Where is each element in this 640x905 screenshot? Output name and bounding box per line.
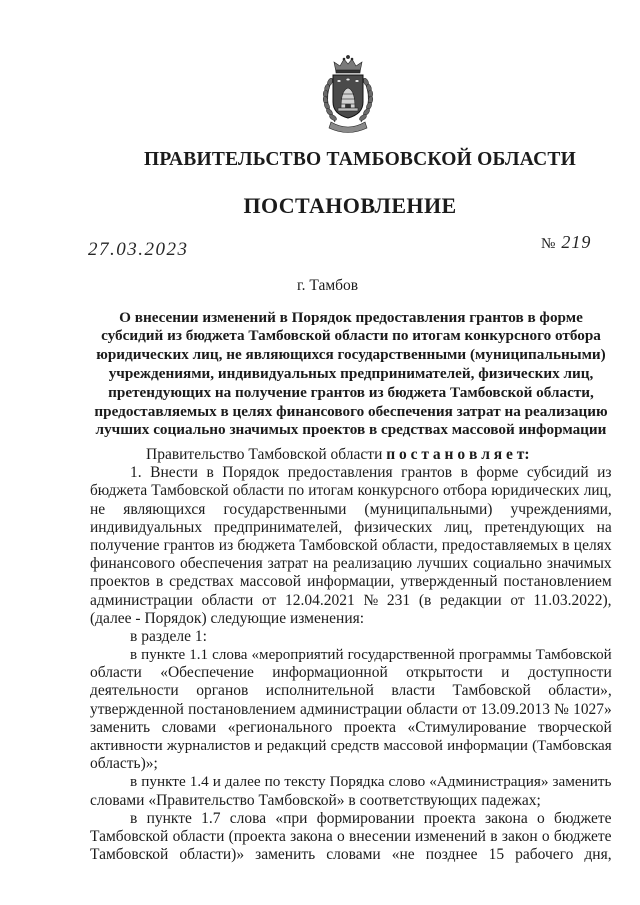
title-line-text: субсидий из бюджета Тамбовской области по итогам конкурсного отбора [101, 327, 601, 345]
body-line-text: Тамбовской области)» заменить словами «не позднее 15 рабочего дня, [90, 846, 612, 864]
body-line [90, 628, 612, 646]
preamble-verb: п о с т а н о в л я е т: [386, 446, 530, 463]
body-line-text: активности журналистов и редакций средств массовой информации (Тамбовская [90, 738, 612, 754]
title-line [90, 346, 612, 365]
body-line-text: (далее - Порядок) следующие изменения: [90, 609, 365, 627]
body-line-text: в пункте 1.4 и далее по тексту Порядка слово «Администрация» заменить [130, 773, 612, 791]
body-line-text: Тамбовской области (проекта закона о внесении изменений в закон о бюджете [90, 827, 612, 845]
body-paragraph [90, 464, 612, 628]
body-line [90, 555, 612, 573]
document-number-label: № [541, 236, 556, 252]
crown [334, 55, 362, 73]
body-line-text: проектов в средствах массовой информации, утвержденный постановлением [90, 573, 612, 591]
body-line-text: заменить словами «регионального проекта «Стимулирование творческой [90, 718, 612, 736]
body-line-text: 1. Внести в Порядок предоставления грантов в форме субсидий из [130, 464, 612, 482]
body-line [90, 773, 612, 791]
body-line-text: получение грантов из бюджета Тамбовской области, предоставляемых в целях [90, 536, 612, 554]
body-line [90, 537, 612, 555]
preamble [146, 446, 530, 463]
body-line [90, 501, 612, 519]
resolution-body [90, 446, 612, 864]
title-line-text: учреждениями, индивидуальных предпринимателей, физических лиц, [108, 364, 594, 382]
body-paragraph [90, 810, 612, 865]
title-line-text: юридических лиц, не являющихся государственными (муниципальными) [96, 346, 606, 364]
body-line [90, 846, 612, 864]
body-line-text: область)»; [90, 755, 158, 773]
body-line [90, 573, 612, 591]
resolution-title [90, 309, 612, 441]
body-line [90, 482, 612, 500]
document-number-value: 219 [561, 232, 592, 252]
title-line [90, 309, 612, 328]
body-line-text: области «Обеспечение информационной открытости и доступности [90, 664, 612, 682]
body-line [90, 810, 612, 828]
title-line [90, 327, 612, 346]
document-number [541, 230, 591, 256]
body-paragraph [90, 646, 612, 773]
body-line [90, 737, 612, 755]
title-line [90, 365, 612, 384]
body-paragraph [90, 773, 612, 809]
preamble-text: Правительство Тамбовской области [146, 446, 383, 463]
body-paragraph [90, 628, 612, 646]
body-line [90, 464, 612, 482]
body-line [90, 755, 612, 773]
body-line [90, 682, 612, 700]
body-line-text: не являющихся государственными (муниципальными) учреждениями, [90, 500, 612, 518]
body-line [90, 701, 612, 719]
body-line [90, 519, 612, 537]
body-line-text: в разделе 1: [130, 627, 207, 645]
body-line [90, 592, 612, 610]
body-line-text: словами «Правительство Тамбовской» в соответствующих падежах; [90, 791, 541, 809]
body-line [90, 828, 612, 846]
body-line-text: индивидуальных предпринимателей, физических лиц, претендующих на [90, 518, 612, 536]
title-line-text: предоставляемых в целях финансового обеспечения затрат на реализацию [94, 402, 608, 420]
body-line [90, 610, 612, 628]
title-line-text: О внесении изменений в Порядок предоставления грантов в форме [119, 308, 583, 326]
issue-place: г. Тамбов [297, 277, 359, 294]
body-line-text: в пункте 1.7 слова «при формировании проекта закона о бюджете [130, 809, 612, 827]
body-line-text: бюджета Тамбовской области по итогам конкурсного отбора юридических лиц, [90, 482, 612, 500]
document-date: 27.03.2023 [88, 239, 189, 260]
body-line-text: финансового обеспечения затрат на реализацию лучших социально значимых [90, 555, 612, 573]
body-line-text: администрации области от 12.04.2021 № 231 (в редакции от 11.03.2022), [90, 591, 612, 609]
title-line [90, 403, 612, 422]
body-line-text: утвержденной постановлением администрации области от 13.09.2013 № 1027» [90, 700, 612, 718]
body-line-text: деятельности органов исполнительной власти Тамбовской области», [90, 682, 612, 700]
authority-heading: ПРАВИТЕЛЬСТВО ТАМБОВСКОЙ ОБЛАСТИ [144, 149, 576, 170]
body-line [90, 664, 612, 682]
document-type-heading: ПОСТАНОВЛЕНИЕ [243, 193, 457, 218]
coat-of-arms-icon [318, 54, 378, 134]
ribbon [329, 122, 367, 133]
title-line [90, 421, 612, 440]
body-line-text: в пункте 1.1 слова «мероприятий государственной программы Тамбовской [130, 647, 612, 664]
preamble-line [90, 446, 612, 464]
body-line [90, 646, 612, 664]
coat-of-arms-graphic [318, 54, 378, 134]
title-line-text: лучших социально значимых проектов в средствах массовой информации [95, 421, 607, 439]
title-line-text: претендующих на получение грантов из бюджета Тамбовской области, [108, 383, 594, 401]
title-line [90, 384, 612, 403]
body-line [90, 719, 612, 737]
body-line [90, 792, 612, 810]
